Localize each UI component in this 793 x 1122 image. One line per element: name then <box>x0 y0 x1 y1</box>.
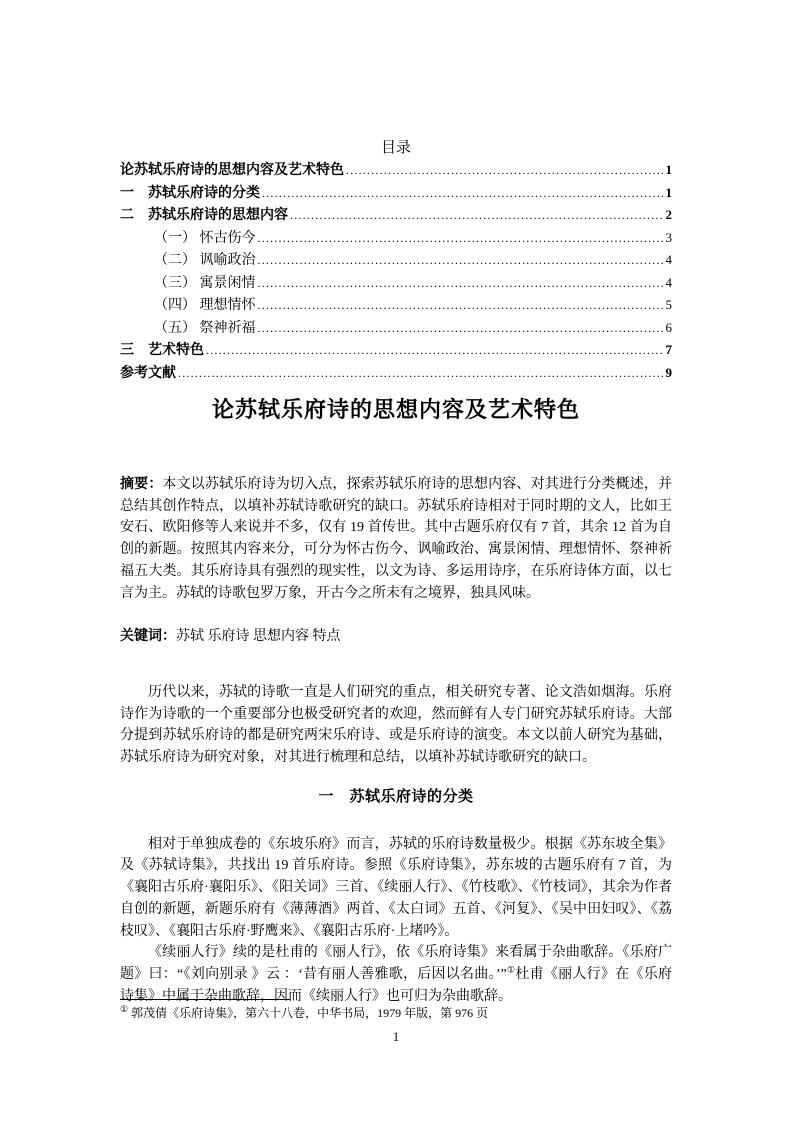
toc-entry-label: （四） 理想情怀 <box>154 298 256 313</box>
toc-entry-label: 参考文献 <box>120 365 176 381</box>
footnote <box>120 1005 672 1022</box>
toc-entry-label: （三） 寓景闲情 <box>154 275 256 291</box>
toc-entry-label: 论苏轼乐府诗的思想内容及艺术特色 <box>120 163 344 178</box>
dot-leader <box>346 160 664 182</box>
toc-entry-sub-2 <box>120 249 672 272</box>
toc-page-number: 4 <box>665 274 672 290</box>
toc-entry-main-title <box>120 159 672 182</box>
dot-leader <box>258 273 664 295</box>
paragraph-text: 杜甫《丽人行》在《乐府诗集》中属于杂曲歌辞，因而《续丽人行》也可归为杂曲歌辞。 <box>120 966 672 1004</box>
toc-entry-label: （五） 祭神祈福 <box>154 320 256 336</box>
dot-leader <box>178 363 664 385</box>
keywords-line <box>120 626 672 648</box>
keywords-text: 苏轼 乐府诗 思想内容 特点 <box>176 629 341 645</box>
footnote-text: 郭茂倩《乐府诗集》，第六十八卷，中华书局，1979 年版，第 976 页 <box>131 1006 489 1020</box>
dot-leader <box>262 183 664 205</box>
article-title: 论苏轼乐府诗的思想内容及艺术特色 <box>211 397 580 422</box>
toc-page-number: 5 <box>665 297 672 312</box>
dot-leader <box>206 340 664 362</box>
footnote-area <box>120 999 672 1045</box>
table-of-contents <box>120 137 672 384</box>
footnote-reference: ① <box>506 964 516 975</box>
dot-leader <box>258 318 664 340</box>
body-paragraph-1: 相对于单独成卷的《东坡乐府》而言，苏轼的乐府诗数量极少。根据《苏东坡全集》及《苏轼诗集》，共找出 19 首乐府诗。参照《乐府诗集》，苏东坡的古题乐府有 7 首，为《襄阳古乐府·襄阳乐》、《阳关词》三首、《续丽人行》、《竹枝歌》、《竹枝词》，其余为作者自创的新题，新题乐府有《薄薄酒》两首、《太白词》五首、《河复》、《吴中田妇叹》、《荔枝叹》、《襄阳古乐府·野鹰来》、《襄阳古乐府·上堵吟》。 <box>120 836 672 939</box>
abstract-text: 本文以苏轼乐府诗为切入点，探索苏轼乐府诗的思想内容、对其进行分类概述，并总结其创作特点，以填补苏轼诗歌研究的缺口。苏轼乐府诗相对于同时期的文人，比如王安石、欧阳修等人来说并不多，仅有 19 首传世。其中古题乐府仅有 7 首，其余 12 首为自创的新题。按照其内容来分，可分为怀古伤今、讽喻政治、寓景闲情、理想情怀、祭神祈福五大类。其乐府诗具有强烈的现实性，以文为诗、多运用诗序，在乐府诗体方面，以七言为主。苏轼的诗歌包罗万象，开古今之所未有之境界，独具风味。 <box>120 477 673 601</box>
toc-entry-label: 二 苏轼乐府诗的思想内容 <box>120 208 288 223</box>
section-1-heading: 一 苏轼乐府诗的分类 <box>318 788 474 805</box>
dot-leader <box>290 205 664 227</box>
toc-page-number: 1 <box>665 184 672 200</box>
intro-paragraph: 历代以来，苏轼的诗歌一直是人们研究的重点，相关研究专著、论文浩如烟海。乐府诗作为诗歌的一个重要部分也极受研究者的欢迎，然而鲜有人专门研究苏轼乐府诗。大部分提到苏轼乐府诗的都是研究两宋乐府诗、或是乐府诗的演变。本文以前人研究为基础，苏轼乐府诗为研究对象，对其进行梳理和总结，以填补苏轼诗歌研究的缺口。 <box>120 684 672 766</box>
toc-entry-section-1 <box>120 182 672 205</box>
toc-page-number: 2 <box>665 207 672 222</box>
toc-title: 目录 <box>380 140 411 156</box>
toc-entry-sub-4 <box>120 294 672 317</box>
toc-entry-label: 一 苏轼乐府诗的分类 <box>120 185 260 201</box>
toc-entry-sub-5 <box>120 317 672 340</box>
toc-page-number: 9 <box>665 364 672 380</box>
toc-page-number: 4 <box>665 252 672 267</box>
toc-entry-label: （一） 怀古伤今 <box>154 230 256 246</box>
toc-page-number: 3 <box>665 229 672 245</box>
toc-page-number: 6 <box>665 319 672 335</box>
toc-page-number: 7 <box>665 342 672 357</box>
paragraph-text: 《续丽人行》续的是杜甫的《丽人行》，依《乐府诗集》来看属于杂曲歌辞。《乐府广题》曰：“《刘向别录 》云 ：‘昔有丽人善雅歌，后因以名曲。’” <box>120 945 672 982</box>
dot-leader <box>258 228 664 250</box>
dot-leader <box>258 295 664 317</box>
toc-entry-label: （二） 讽喻政治 <box>154 253 256 268</box>
toc-page-number: 1 <box>665 162 672 177</box>
toc-entry-sub-1 <box>120 227 672 250</box>
footnote-separator <box>120 999 290 1000</box>
dot-leader <box>258 250 664 272</box>
toc-entry-sub-3 <box>120 272 672 295</box>
toc-entry-label: 三 艺术特色 <box>120 343 204 358</box>
abstract-label: 摘要： <box>120 477 163 492</box>
toc-entry-section-2 <box>120 204 672 227</box>
footnote-marker: ① <box>120 1004 129 1014</box>
toc-entry-references <box>120 362 672 385</box>
keywords-label: 关键词： <box>120 629 176 645</box>
page-number: 1 <box>392 1029 400 1044</box>
abstract-paragraph <box>120 474 672 604</box>
body-paragraph-2 <box>120 942 672 1007</box>
toc-entry-section-3 <box>120 339 672 362</box>
